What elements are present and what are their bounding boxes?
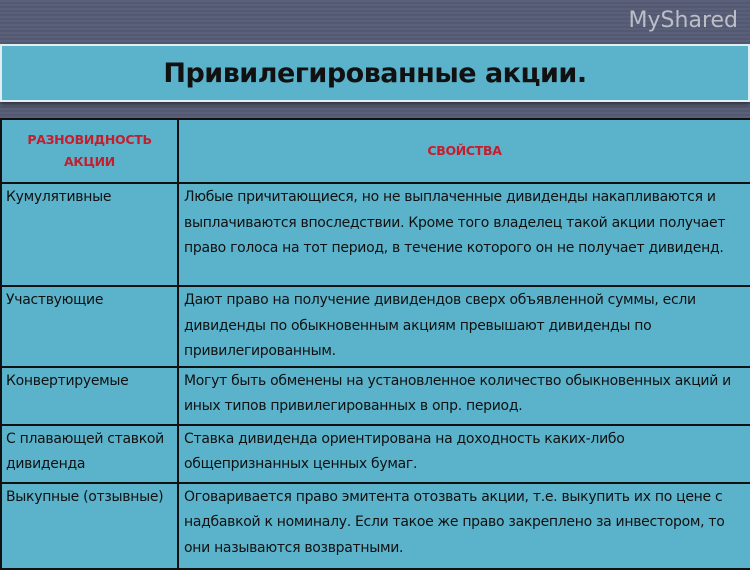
table-row: [1, 183, 750, 286]
header-type: РАЗНОВИДНОСТЬ АКЦИИ: [1, 119, 178, 183]
header-properties: СВОЙСТВА: [178, 119, 750, 183]
watermark: MyShared: [628, 8, 738, 33]
share-type: С плавающей ставкой дивиденда: [1, 425, 178, 483]
share-type: Кумулятивные: [1, 183, 178, 286]
share-properties: Ставка дивиденда ориентирована на доходность каких-либо общепризнанных ценных бумаг.: [178, 425, 750, 483]
table-row: [1, 425, 750, 483]
share-properties: Могут быть обменены на установленное количество обыкновенных акций и иных типов привилегированных в опр. период.: [178, 367, 750, 425]
share-properties: Оговаривается право эмитента отозвать акции, т.е. выкупить их по цене с надбавкой к номиналу. Если такое же право закреплено за инвестором, то они называются возвратными.: [178, 483, 750, 569]
share-properties: Любые причитающиеся, но не выплаченные дивиденды накапливаются и выплачиваются впоследствии. Кроме того владелец такой акции получает право голоса на тот период, в течение которого он не получает дивиденд.: [178, 183, 750, 286]
share-type: Участвующие: [1, 286, 178, 367]
share-type: Выкупные (отзывные): [1, 483, 178, 569]
slide-title-bar: [0, 44, 750, 102]
share-properties: Дают право на получение дивидендов сверх объявленной суммы, если дивиденды по обыкновенным акциям превышают дивиденды по привилегированным.: [178, 286, 750, 367]
table-row: [1, 367, 750, 425]
preferred-shares-table: [0, 118, 750, 570]
slide-title: Привилегированные акции.: [163, 57, 587, 89]
table-row: [1, 483, 750, 569]
table-row: [1, 286, 750, 367]
share-type: Конвертируемые: [1, 367, 178, 425]
table-header-row: [1, 119, 750, 183]
